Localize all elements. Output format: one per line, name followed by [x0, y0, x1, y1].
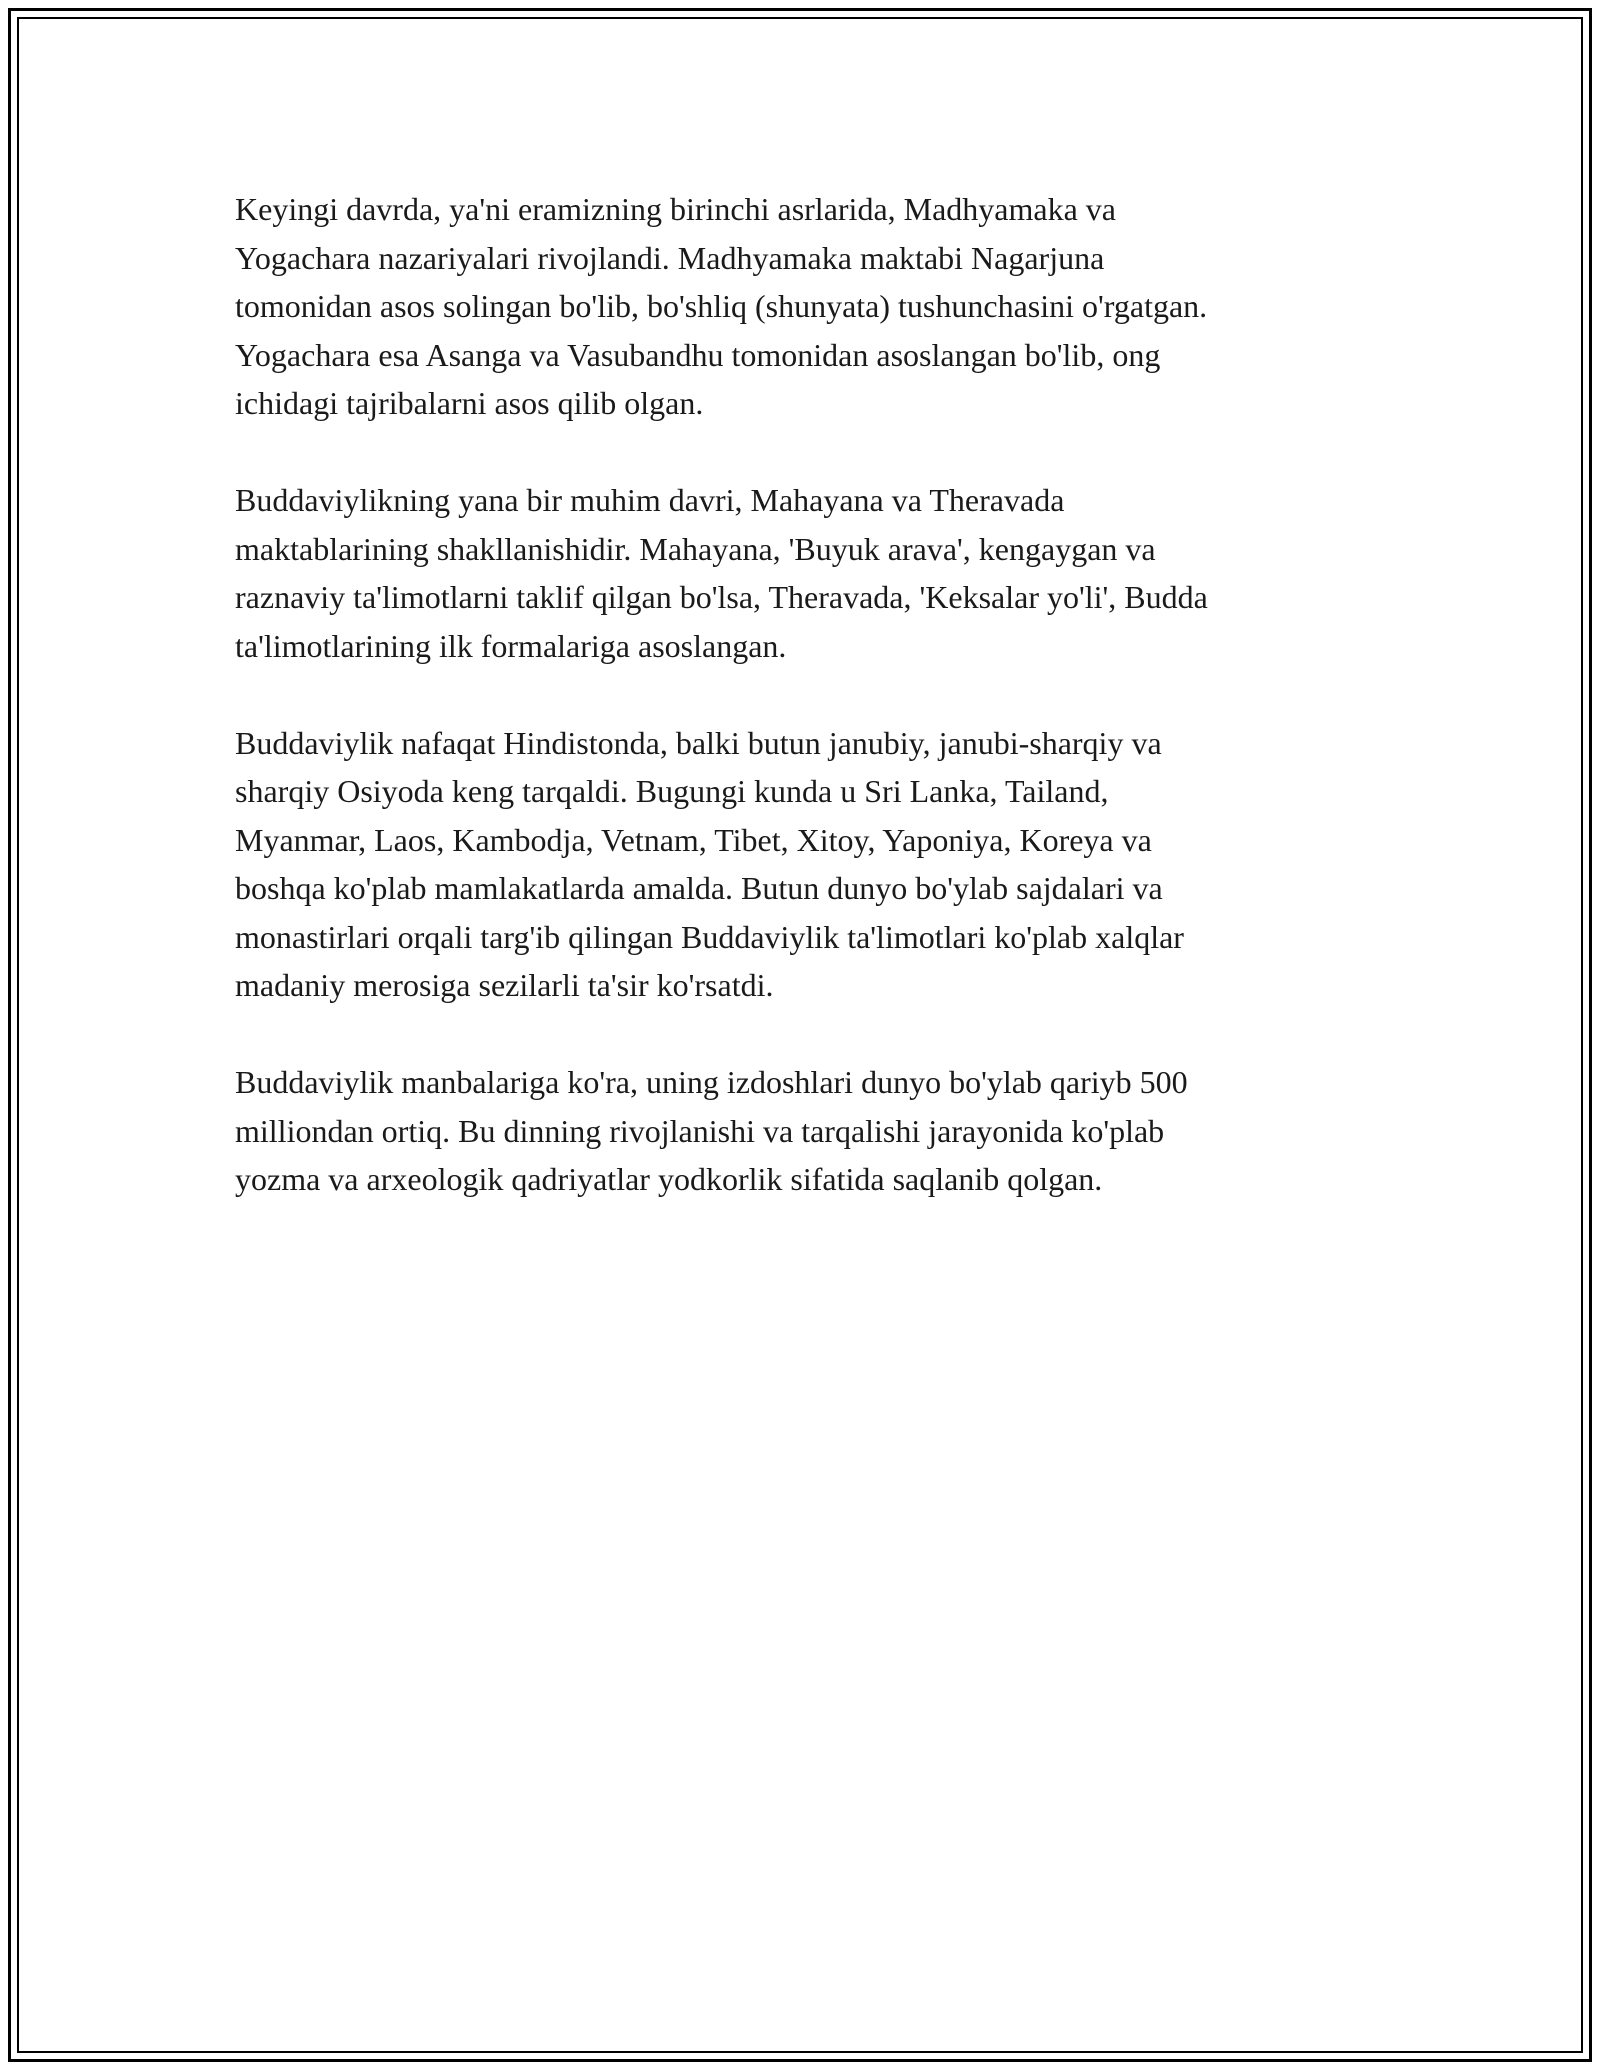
text-line: milliondan ortiq. Bu dinning rivojlanishi va tarqalishi jarayonida ko'plab	[235, 1112, 1165, 1149]
paragraph-4	[235, 1058, 1385, 1204]
text-line: maktablarining shakllanishidir. Mahayana, 'Buyuk arava', kengaygan va	[235, 530, 1156, 567]
text-line: Myanmar, Laos, Kambodja, Vetnam, Tibet, Xitoy, Yaponiya, Koreya va	[235, 821, 1152, 858]
text-line: ta'limotlarining ilk formalariga asoslangan.	[235, 627, 787, 664]
text-line: yozma va arxeologik qadriyatlar yodkorlik sifatida saqlanib qolgan.	[235, 1161, 1103, 1197]
text-line: Buddaviylikning yana bir muhim davri, Mahayana va Theravada	[235, 482, 1065, 518]
paragraph-1	[235, 185, 1385, 428]
paragraph-2	[235, 476, 1385, 670]
text-line: Yogachara nazariyalari rivojlandi. Madhyamaka maktabi Nagarjuna	[235, 239, 1105, 276]
text-line: Buddaviylik nafaqat Hindistonda, balki butun janubiy, janubi-sharqiy va	[235, 724, 1162, 761]
text-line: sharqiy Osiyoda keng tarqaldi. Bugungi kunda u Sri Lanka, Tailand,	[235, 773, 1109, 809]
text-line: Yogachara esa Asanga va Vasubandhu tomonidan asoslangan bo'lib, ong	[235, 336, 1161, 373]
text-line: boshqa ko'plab mamlakatlarda amalda. Butun dunyo bo'ylab sajdalari va	[235, 870, 1163, 906]
document-body	[235, 185, 1385, 1252]
text-line: ichidagi tajribalarni asos qilib olgan.	[235, 385, 704, 421]
text-line: madaniy merosiga sezilarli ta'sir ko'rsatdi.	[235, 967, 774, 1003]
paragraph-3	[235, 719, 1385, 1010]
text-line: Keyingi davrda, ya'ni eramizning birinchi asrlarida, Madhyamaka va	[235, 191, 1116, 227]
text-line: raznaviy ta'limotlarni taklif qilgan bo'lsa, Theravada, 'Keksalar yo'li', Budda	[235, 579, 1208, 615]
text-line: tomonidan asos solingan bo'lib, bo'shliq (shunyata) tushunchasini o'rgatgan.	[235, 288, 1208, 324]
text-line: monastirlari orqali targ'ib qilingan Buddaviylik ta'limotlari ko'plab xalqlar	[235, 918, 1184, 955]
text-line: Buddaviylik manbalariga ko'ra, uning izdoshlari dunyo bo'ylab qariyb 500	[235, 1064, 1188, 1100]
